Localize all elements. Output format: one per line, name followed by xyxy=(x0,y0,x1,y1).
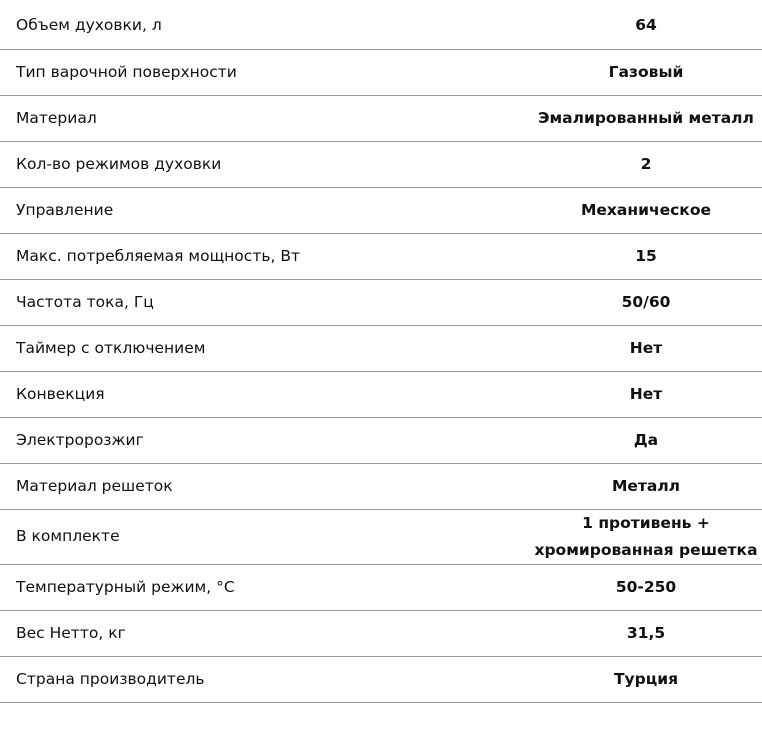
spec-label: Кол-во режимов духовки xyxy=(0,141,534,187)
spec-value: 2 xyxy=(534,141,762,187)
spec-label: Электророзжиг xyxy=(0,417,534,463)
spec-row-hob-type xyxy=(0,49,762,95)
spec-row-oven-volume xyxy=(0,3,762,49)
spec-row-net-weight xyxy=(0,610,762,656)
spec-value: Нет xyxy=(534,325,762,371)
spec-value: Нет xyxy=(534,371,762,417)
spec-row-convection xyxy=(0,371,762,417)
spec-value: Эмалированный металл xyxy=(534,95,762,141)
spec-value: 15 xyxy=(534,233,762,279)
specs-table xyxy=(0,3,762,703)
spec-label: Макс. потребляемая мощность, Вт xyxy=(0,233,534,279)
spec-label: Температурный режим, °С xyxy=(0,564,534,610)
spec-value: 31,5 xyxy=(534,610,762,656)
spec-label: Конвекция xyxy=(0,371,534,417)
spec-label: Тип варочной поверхности xyxy=(0,49,534,95)
spec-row-temperature xyxy=(0,564,762,610)
spec-value: Металл xyxy=(534,463,762,509)
spec-value: Механическое xyxy=(534,187,762,233)
spec-label: Материал xyxy=(0,95,534,141)
spec-row-control xyxy=(0,187,762,233)
spec-row-material xyxy=(0,95,762,141)
spec-row-package xyxy=(0,509,762,564)
spec-row-frequency xyxy=(0,279,762,325)
spec-label: Объем духовки, л xyxy=(0,3,534,49)
spec-row-timer xyxy=(0,325,762,371)
spec-label: Таймер с отключением xyxy=(0,325,534,371)
spec-row-ignition xyxy=(0,417,762,463)
spec-row-country xyxy=(0,656,762,702)
spec-value: 64 xyxy=(534,3,762,49)
spec-value: 50-250 xyxy=(534,564,762,610)
spec-row-oven-modes xyxy=(0,141,762,187)
spec-label: Частота тока, Гц xyxy=(0,279,534,325)
spec-value: 50/60 xyxy=(534,279,762,325)
spec-label: В комплекте xyxy=(0,509,534,564)
spec-value: Газовый xyxy=(534,49,762,95)
spec-value: 1 противень + хромированная решетка xyxy=(534,509,762,564)
spec-row-max-power xyxy=(0,233,762,279)
spec-label: Страна производитель xyxy=(0,656,534,702)
spec-label: Материал решеток xyxy=(0,463,534,509)
spec-value: Да xyxy=(534,417,762,463)
spec-value: Турция xyxy=(534,656,762,702)
spec-label: Управление xyxy=(0,187,534,233)
spec-row-grate-material xyxy=(0,463,762,509)
spec-label: Вес Нетто, кг xyxy=(0,610,534,656)
